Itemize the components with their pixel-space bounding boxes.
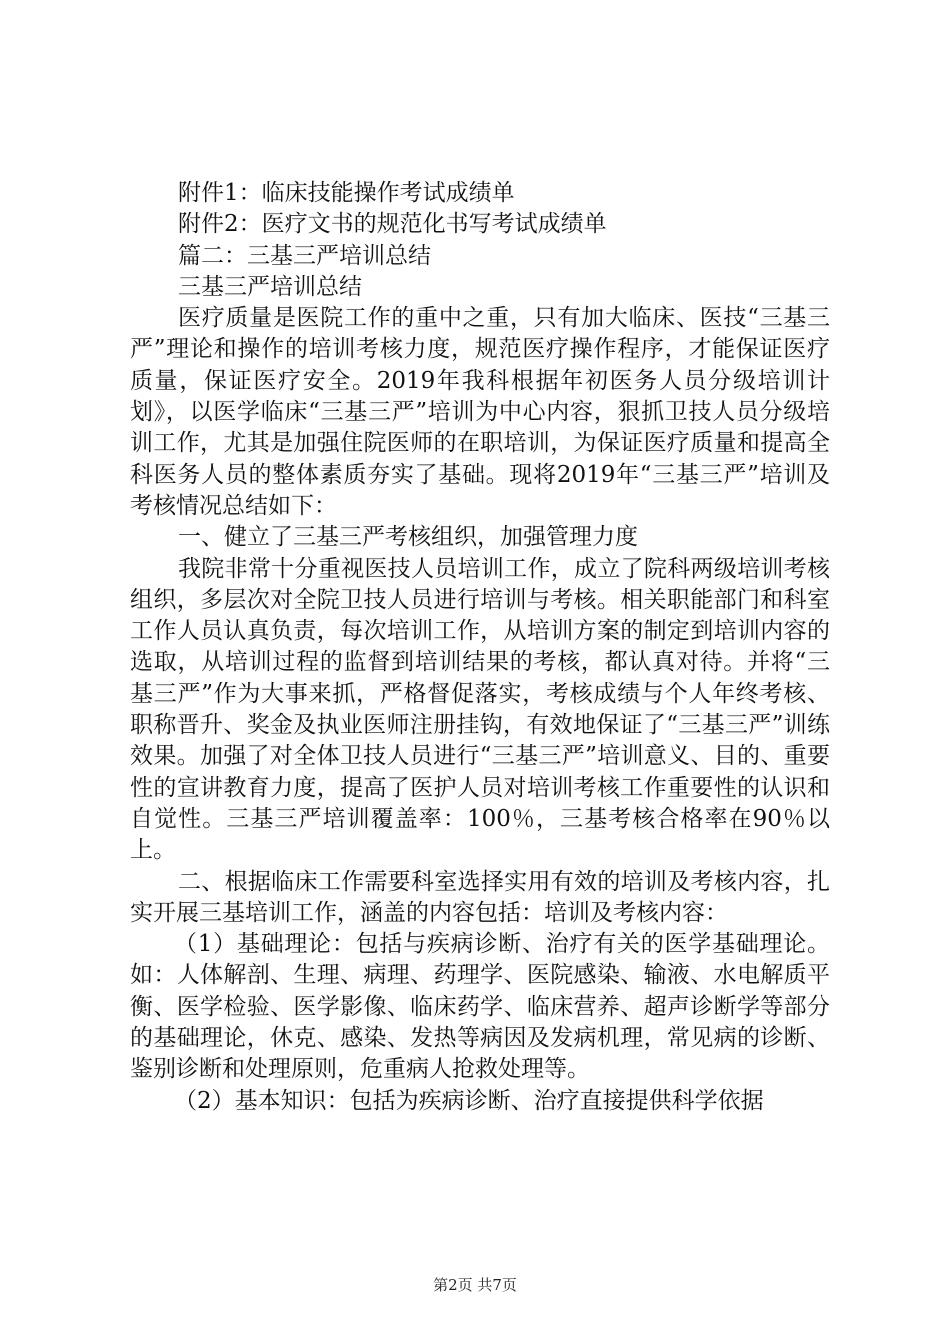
heading-two: 二、根据临床工作需要科室选择实用有效的培训及考核内容，扎实开展三基培训工作，涵盖的内容包括：培训及考核内容：	[130, 868, 830, 926]
item-basic-theory: （1）基础理论：包括与疾病诊断、治疗有关的医学基础理论。如：人体解剖、生理、病理、药理学、医院感染、输液、水电解质平衡、医学检验、医学影像、临床药学、临床营养、超声诊断学等部分的基础理论，休克、感染、发热等病因及发病机理，常见病的诊断、鉴别诊断和处理原则，危重病人抢救处理等。	[130, 931, 830, 1083]
document-title: 三基三严培训总结	[178, 273, 362, 300]
paragraph-organization: 我院非常十分重视医技人员培训工作，成立了院科两级培训考核组织，多层次对全院卫技人员进行培训与考核。相关职能部门和科室工作人员认真负责，每次培训工作，从培训方案的制定到培训内容的选取，从培训过程的监督到培训结果的考核，都认真对待。并将“三基三严”作为大事来抓，严格督促落实，考核成绩与个人年终考核、职称晋升、奖金及执业医师注册挂钩，有效地保证了“三基三严”训练效果。加强了对全体卫技人员进行“三基三严”培训意义、目的、重要性的宣讲教育力度，提高了医护人员对培训考核工作重要性的认识和自觉性。三基三严培训覆盖率：100％，三基考核合格率在90％以上。	[130, 555, 830, 864]
attachment-2-line: 附件2：医疗文书的规范化书写考试成绩单	[178, 211, 607, 238]
section-heading: 篇二：三基三严培训总结	[178, 242, 431, 269]
heading-one: 一、健立了三基三严考核组织，加强管理力度	[178, 524, 638, 551]
document-body	[130, 178, 830, 1117]
item-basic-knowledge: （2）基本知识：包括为疾病诊断、治疗直接提供科学依据	[174, 1087, 764, 1114]
page-footer: 第2页 共7页	[433, 1276, 517, 1294]
intro-paragraph: 医疗质量是医院工作的重中之重，只有加大临床、医技“三基三严”理论和操作的培训考核力度，规范医疗操作程序，才能保证医疗质量，保证医疗安全。2019年我科根据年初医务人员分级培训计划》，以医学临床“三基三严”培训为中心内容，狠抓卫技人员分级培训工作，尤其是加强住院医师的在职培训，为保证医疗质量和提高全科医务人员的整体素质夯实了基础。现将2019年“三基三严”培训及考核情况总结如下：	[130, 305, 830, 519]
attachment-1-line: 附件1：临床技能操作考试成绩单	[178, 180, 515, 206]
